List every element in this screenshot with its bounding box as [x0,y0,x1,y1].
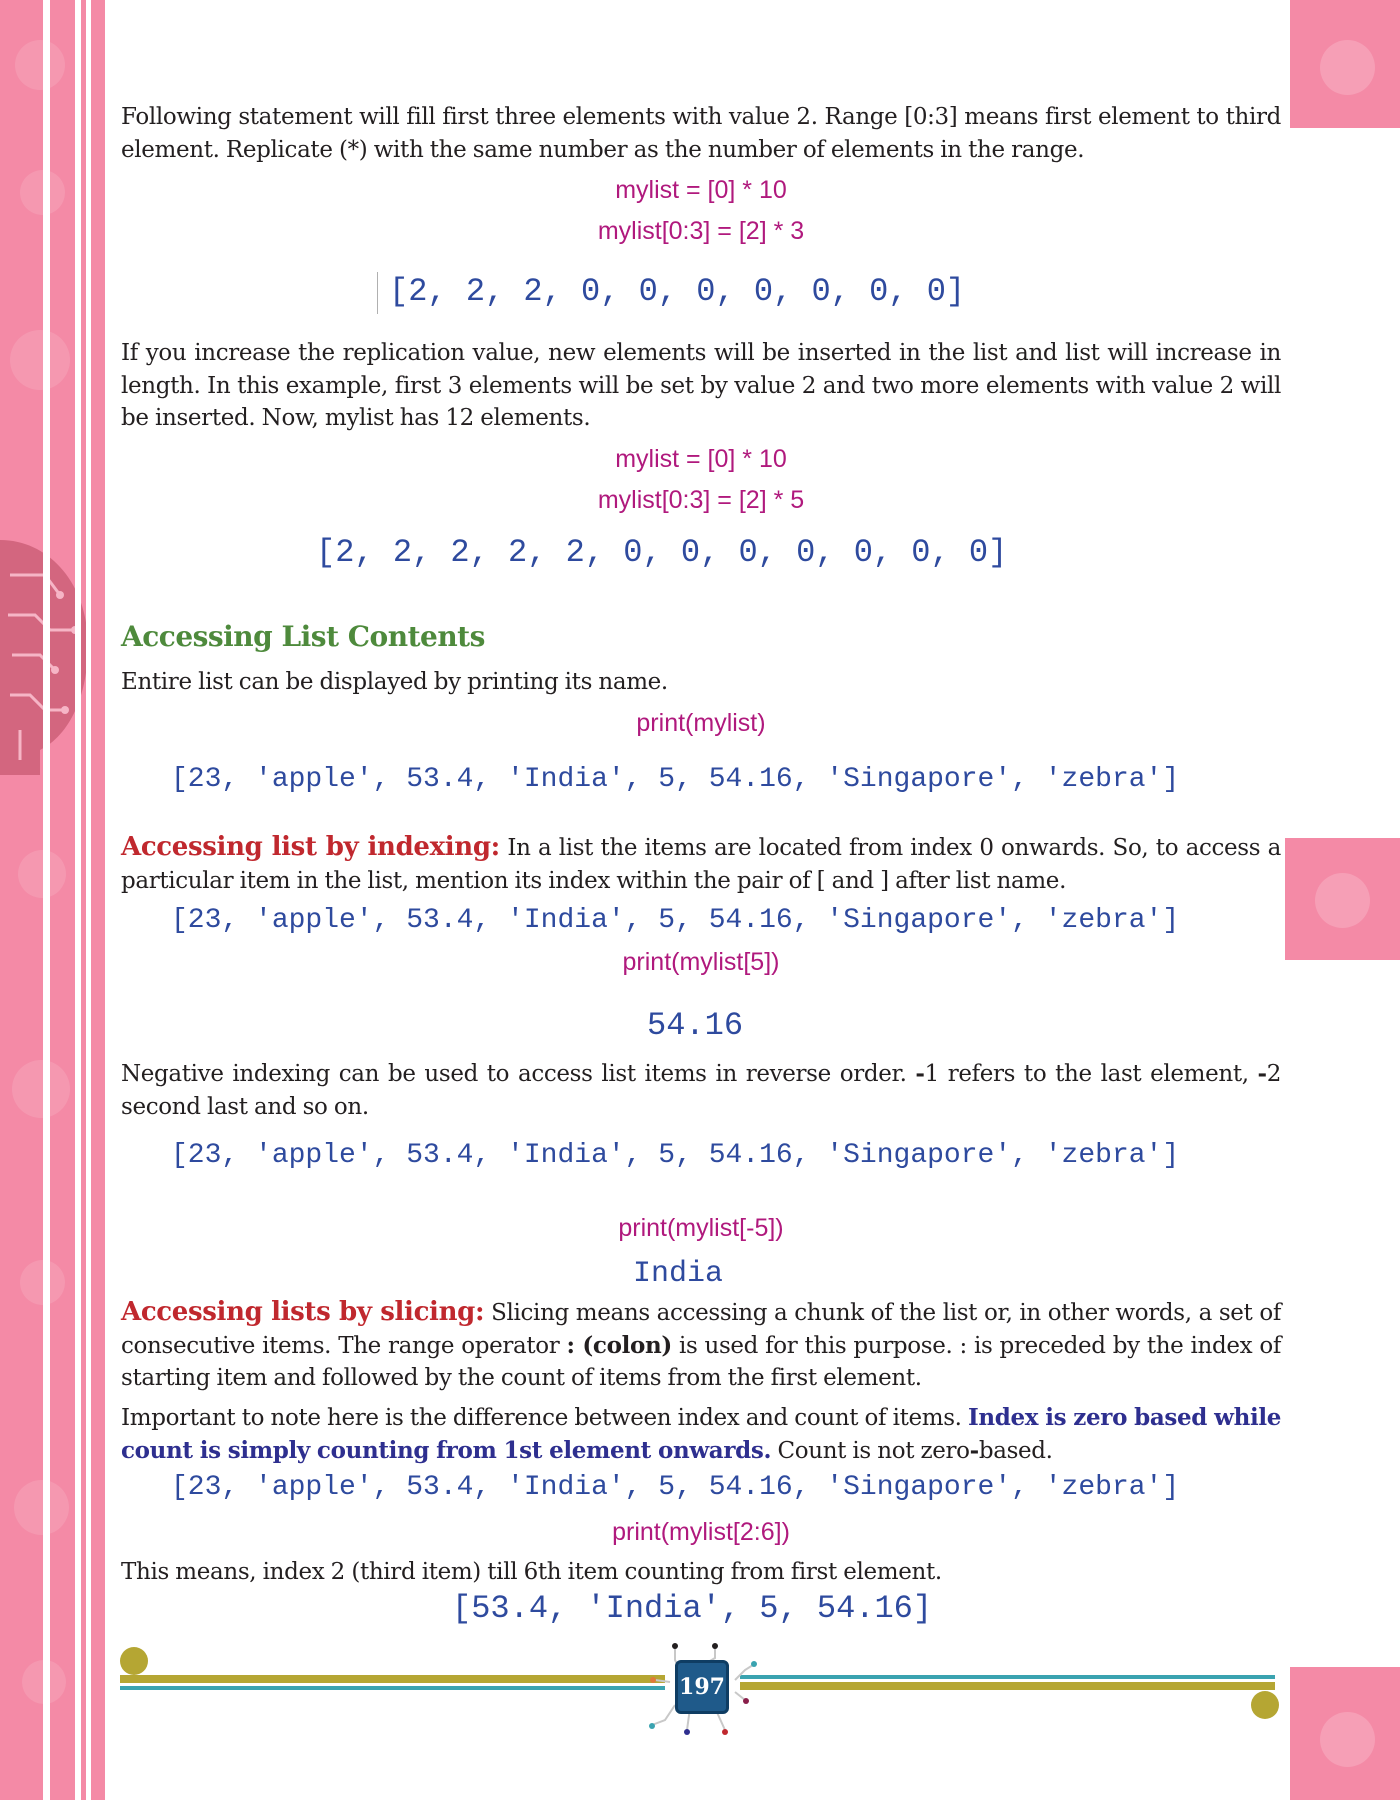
indexing-lead: Accessing list by indexing: [121,832,500,862]
code-line: print(mylist[-5]) [618,1214,784,1242]
slicing-lead: Accessing lists by slicing: [121,1297,485,1327]
faded-apple-icon [1320,40,1375,95]
code-line: mylist[0:3] = [2] * 3 [597,217,805,245]
right-tab-bottom [1290,1667,1400,1800]
output-list: [53.4, 'India', 5, 54.16] [452,1590,933,1627]
indexing-text: In a list the items are located from index 0 onwards. So, to access a particular item in the list, mention its index within the pair of [ and ] after list name. [121,835,1281,894]
note-highlight: Index is zero based while count is simply counting from 1st element onwards. [121,1404,1282,1464]
note-text: Count is not zero [771,1437,970,1464]
faded-atom-icon [18,850,66,898]
colon-operator: : (colon) [566,1331,672,1359]
negative-text: Negative indexing can be used to access list items in reverse order. [121,1061,916,1087]
right-tab-middle [1285,838,1400,960]
right-tab-top [1290,0,1400,128]
code-line: print(mylist[2:6]) [612,1518,790,1546]
indexing-paragraph [121,831,1281,897]
display-list-paragraph: Entire list can be displayed by printing its name. [121,669,668,695]
faded-robot-icon [1315,873,1370,928]
sidebar-stripe [43,0,50,1800]
example-list: [23, 'apple', 53.4, 'India', 5, 54.16, 'Singapore', 'zebra'] [171,1140,1180,1171]
example-list: [23, 'apple', 53.4, 'India', 5, 54.16, 'Singapore', 'zebra'] [171,1472,1180,1503]
slicing-paragraph [121,1296,1281,1395]
code-line: print(mylist[5]) [622,948,780,976]
slice-explanation-paragraph: This means, index 2 (third item) till 6th item counting from first element. [121,1559,942,1585]
slicing-text: is used for this purpose. : is preceded by the index of starting item and followed by the count of items from the first element. [121,1332,1281,1391]
minus-sign: - [915,1060,925,1087]
dash-sign: - [969,1436,979,1464]
sidebar-stripe [86,0,91,1800]
code-line: mylist = [0] * 10 [615,445,787,473]
output-list: [2, 2, 2, 0, 0, 0, 0, 0, 0, 0] [389,273,966,310]
output-list: [23, 'apple', 53.4, 'India', 5, 54.16, 'Singapore', 'zebra'] [171,764,1180,795]
page-number: 197 [675,1660,729,1714]
code-line: print(mylist) [636,709,766,737]
section-heading: Accessing List Contents [121,620,485,653]
note-text: based. [978,1437,1053,1464]
negative-indexing-paragraph [121,1058,1281,1123]
output-value: India [633,1257,724,1291]
negative-text: 2 second last and so on. [121,1061,1281,1120]
faded-gear-icon [10,330,70,390]
faded-camera-icon [14,1480,69,1535]
code-line: mylist[0:3] = [2] * 5 [597,486,805,514]
faded-leaf-icon [15,40,65,90]
example-list: [23, 'apple', 53.4, 'India', 5, 54.16, 'Singapore', 'zebra'] [171,905,1180,936]
text-cursor-mark [377,272,378,314]
fill-statement-paragraph: Following statement will fill first three elements with value 2. Range [0:3] means first element to third element. Replicate (*) with the same number as the number of elements in the range. [121,104,1281,163]
faded-rocket-icon [1320,1712,1375,1767]
negative-text: 1 refers to the last element, [924,1061,1258,1087]
code-line: mylist = [0] * 10 [615,176,787,204]
index-vs-count-paragraph [121,1402,1281,1467]
sidebar-stripe [75,0,81,1800]
faded-bulb-icon [12,1060,70,1118]
slicing-text: Slicing means accessing a chunk of the list or, in other words, a set of consecutive items. The range operator [121,1300,1281,1359]
minus-sign: - [1257,1060,1267,1087]
output-list: [2, 2, 2, 2, 2, 0, 0, 0, 0, 0, 0, 0] [316,534,1008,571]
output-value: 54.16 [647,1007,744,1044]
replication-paragraph: If you increase the replication value, new elements will be inserted in the list and list will increase in length. In this example, first 3 elements will be set by value 2 and two more elements with value 2 will be inserted. Now, mylist has 12 elements. [121,340,1281,431]
note-text: Important to note here is the difference between index and count of items. [121,1405,968,1431]
